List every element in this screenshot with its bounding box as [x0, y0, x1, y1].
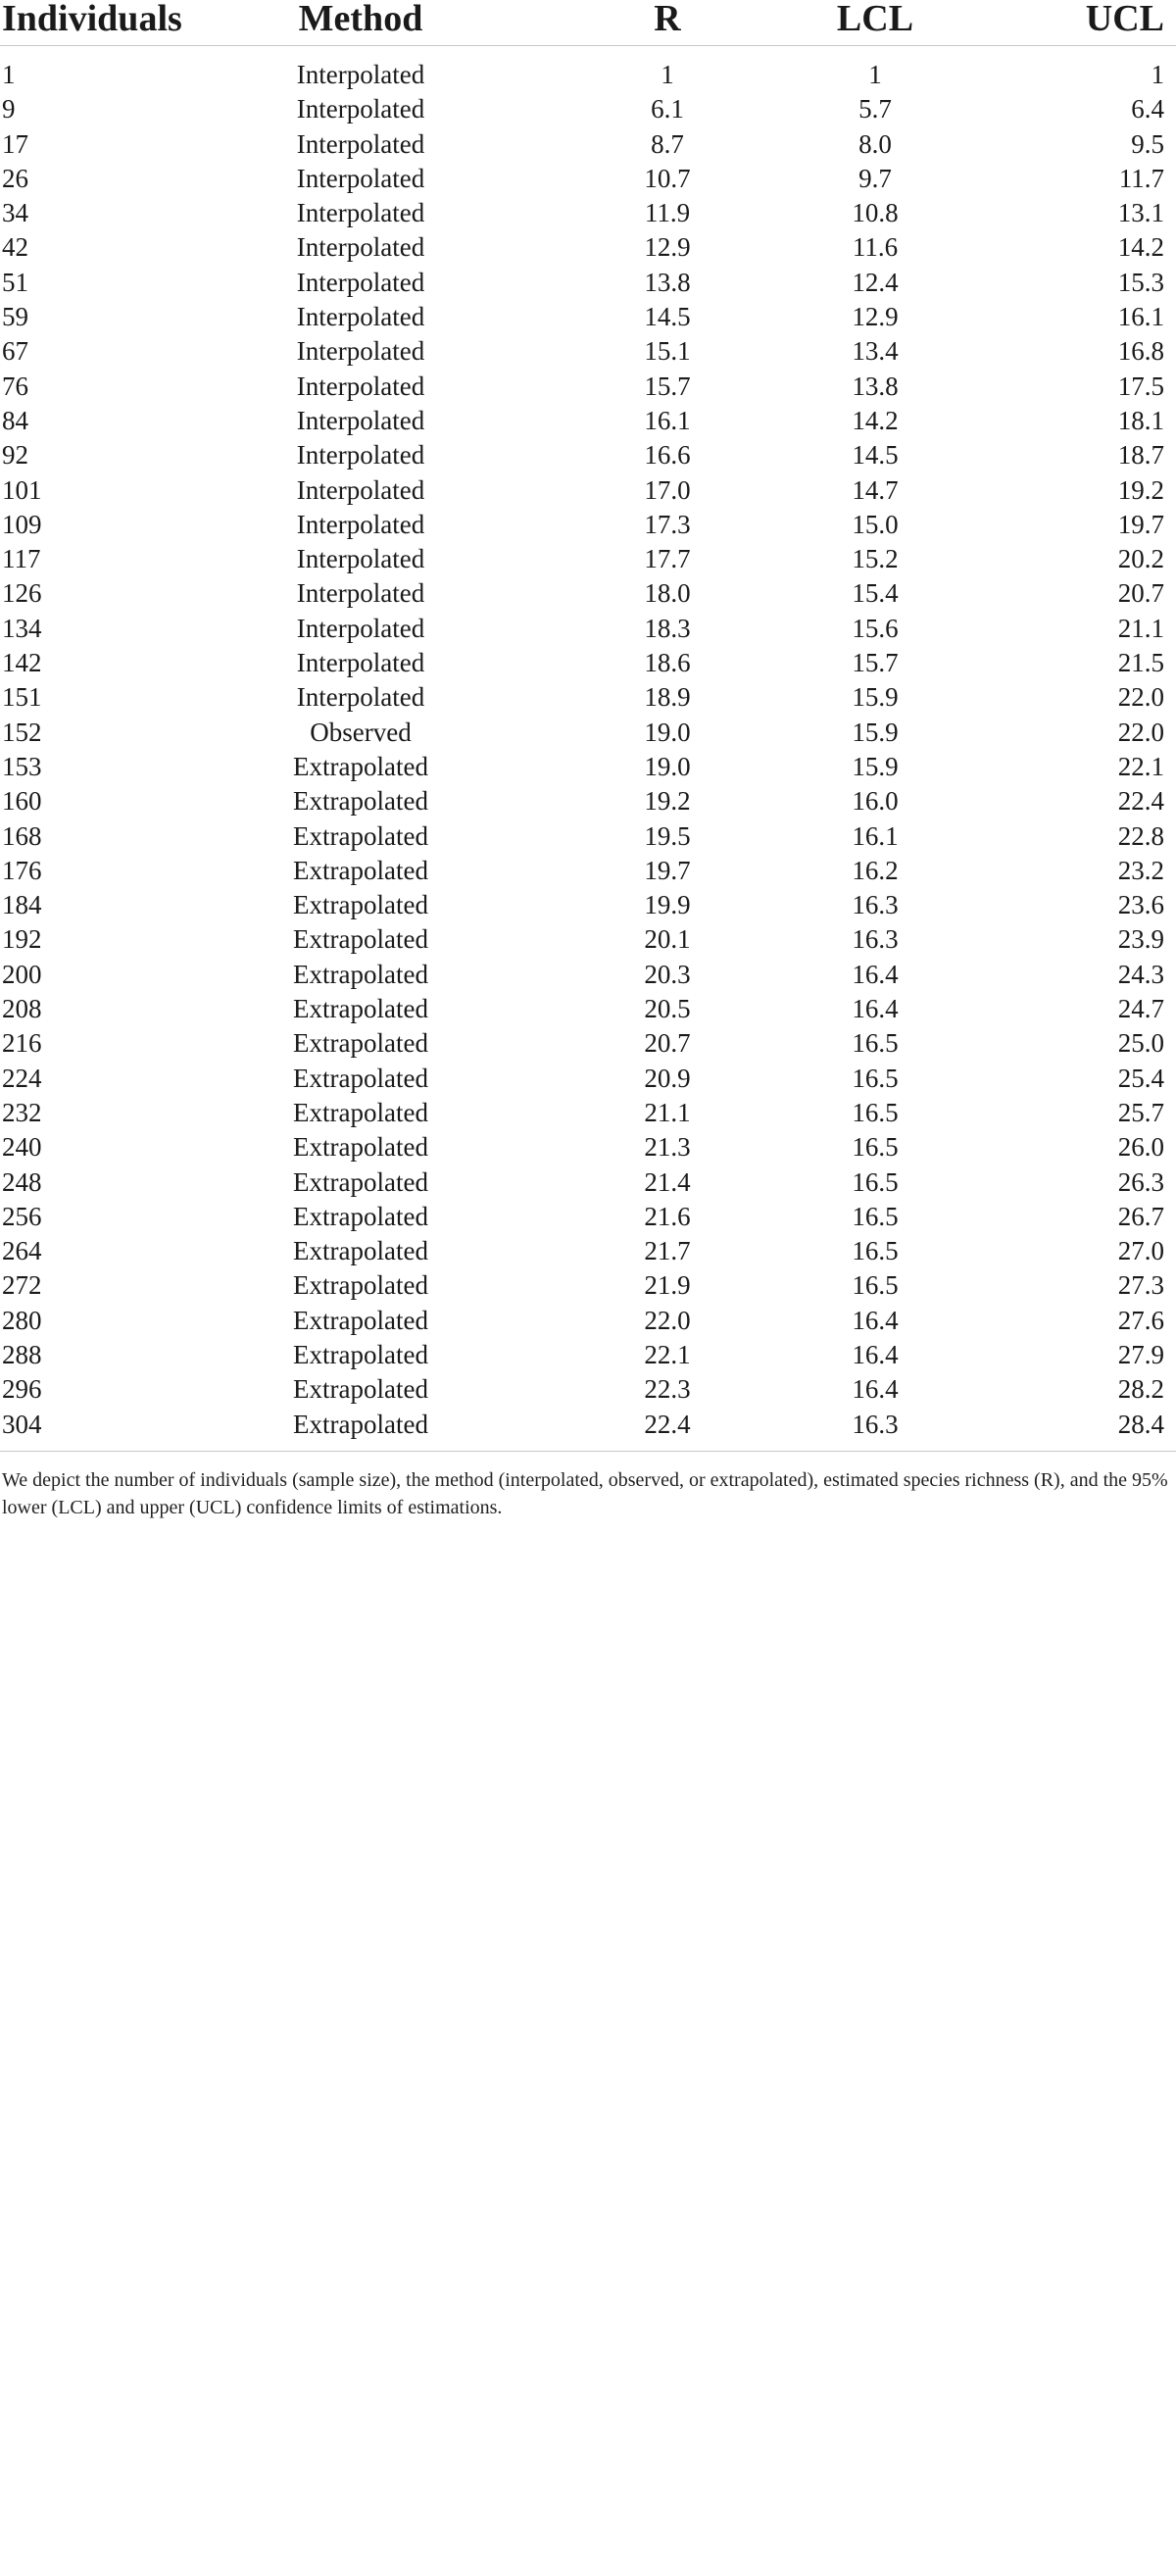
cell-lcl: 16.3 — [852, 890, 899, 920]
cell-r: 19.2 — [644, 786, 691, 817]
cell-r: 19.9 — [644, 890, 691, 920]
cell-lcl: 16.0 — [852, 786, 899, 817]
cell-method: Interpolated — [296, 128, 425, 159]
cell-ucl: 21.1 — [1117, 613, 1164, 643]
cell-ucl: 22.0 — [1117, 717, 1164, 747]
table-row — [0, 716, 1176, 750]
cell-lcl: 15.9 — [852, 717, 899, 747]
cell-method: Interpolated — [296, 474, 425, 505]
cell-r: 15.7 — [644, 371, 691, 401]
cell-r: 19.7 — [644, 855, 691, 885]
cell-r: 22.1 — [644, 1339, 691, 1369]
cell-lcl: 15.9 — [852, 751, 899, 781]
cell-method: Extrapolated — [293, 994, 428, 1024]
cell-individuals: 101 — [2, 474, 42, 505]
table-row — [0, 1408, 1176, 1442]
table-row — [0, 1165, 1176, 1200]
cell-method: Interpolated — [296, 60, 425, 89]
cell-ucl: 25.4 — [1117, 1063, 1164, 1093]
cell-ucl: 24.3 — [1117, 959, 1164, 989]
cell-method: Interpolated — [296, 371, 425, 401]
cell-ucl: 23.6 — [1117, 890, 1164, 920]
cell-lcl: 16.4 — [852, 1339, 899, 1369]
header-r: R — [525, 0, 745, 46]
cell-individuals: 192 — [2, 924, 42, 955]
cell-lcl: 15.9 — [852, 682, 899, 713]
cell-r: 18.3 — [644, 613, 691, 643]
cell-method: Extrapolated — [293, 1097, 428, 1127]
cell-method: Interpolated — [296, 578, 425, 609]
cell-method: Extrapolated — [293, 1339, 428, 1369]
cell-r: 20.7 — [644, 1028, 691, 1059]
cell-individuals: 208 — [2, 994, 42, 1024]
table-row — [0, 196, 1176, 230]
cell-ucl: 26.7 — [1117, 1201, 1164, 1231]
cell-individuals: 109 — [2, 509, 42, 539]
cell-lcl: 12.4 — [852, 267, 899, 297]
table-row — [0, 1304, 1176, 1338]
cell-method: Extrapolated — [293, 1166, 428, 1197]
cell-ucl: 11.7 — [1118, 163, 1164, 193]
cell-lcl: 16.3 — [852, 1409, 899, 1439]
cell-r: 13.8 — [644, 267, 691, 297]
cell-lcl: 14.5 — [852, 440, 899, 471]
cell-ucl: 28.2 — [1117, 1374, 1164, 1405]
cell-r: 11.9 — [644, 198, 691, 228]
cell-individuals: 200 — [2, 959, 42, 989]
cell-method: Interpolated — [296, 440, 425, 471]
cell-r: 6.1 — [651, 94, 684, 124]
table-row — [0, 680, 1176, 715]
cell-method: Extrapolated — [293, 959, 428, 989]
cell-ucl: 28.4 — [1117, 1409, 1164, 1439]
cell-r: 21.6 — [644, 1201, 691, 1231]
cell-r: 20.9 — [644, 1063, 691, 1093]
table-row — [0, 300, 1176, 334]
cell-individuals: 117 — [2, 544, 41, 574]
table-row — [0, 888, 1176, 922]
table-row — [0, 922, 1176, 957]
cell-individuals: 232 — [2, 1097, 42, 1127]
cell-individuals: 92 — [2, 440, 28, 471]
cell-ucl: 27.0 — [1117, 1236, 1164, 1266]
cell-ucl: 22.8 — [1117, 820, 1164, 851]
cell-r: 20.5 — [644, 994, 691, 1024]
cell-lcl: 16.2 — [852, 855, 899, 885]
cell-individuals: 256 — [2, 1201, 42, 1231]
cell-lcl: 15.4 — [852, 578, 899, 609]
cell-ucl: 20.7 — [1117, 578, 1164, 609]
table-row — [0, 854, 1176, 888]
cell-r: 22.3 — [644, 1374, 691, 1405]
cell-r: 21.1 — [644, 1097, 691, 1127]
cell-individuals: 176 — [2, 855, 42, 885]
table-row — [0, 1234, 1176, 1268]
table-row — [0, 508, 1176, 542]
table-row — [0, 576, 1176, 611]
cell-lcl: 16.5 — [852, 1028, 899, 1059]
cell-lcl: 12.9 — [852, 302, 899, 332]
table-row — [0, 1026, 1176, 1061]
cell-individuals: 59 — [2, 302, 28, 332]
cell-lcl: 13.8 — [852, 371, 899, 401]
table-row — [0, 334, 1176, 369]
table-row — [0, 404, 1176, 438]
cell-ucl: 6.4 — [1131, 94, 1164, 124]
cell-lcl: 16.5 — [852, 1097, 899, 1127]
cell-lcl: 16.5 — [852, 1063, 899, 1093]
cell-lcl: 8.0 — [858, 128, 892, 159]
cell-ucl: 25.7 — [1117, 1097, 1164, 1127]
table-row — [0, 612, 1176, 646]
cell-individuals: 160 — [2, 786, 42, 817]
cell-ucl: 26.3 — [1117, 1166, 1164, 1197]
cell-ucl: 18.1 — [1117, 405, 1164, 435]
cell-r: 18.0 — [644, 578, 691, 609]
cell-ucl: 16.8 — [1117, 336, 1164, 367]
table-row — [0, 1130, 1176, 1164]
cell-ucl: 22.0 — [1117, 682, 1164, 713]
cell-r: 1 — [661, 60, 674, 89]
cell-individuals: 1 — [2, 60, 16, 89]
table-row — [0, 1096, 1176, 1130]
table-header — [0, 0, 1176, 46]
cell-ucl: 15.3 — [1117, 267, 1164, 297]
cell-lcl: 16.5 — [852, 1270, 899, 1301]
cell-lcl: 15.0 — [852, 509, 899, 539]
table-row — [0, 1268, 1176, 1303]
table-row — [0, 819, 1176, 854]
cell-method: Extrapolated — [293, 1132, 428, 1163]
cell-r: 15.1 — [644, 336, 691, 367]
table-row — [0, 438, 1176, 472]
cell-ucl: 25.0 — [1117, 1028, 1164, 1059]
cell-r: 10.7 — [644, 163, 691, 193]
cell-individuals: 42 — [2, 232, 28, 263]
cell-ucl: 13.1 — [1117, 198, 1164, 228]
cell-r: 12.9 — [644, 232, 691, 263]
cell-lcl: 15.7 — [852, 648, 899, 678]
cell-individuals: 51 — [2, 267, 28, 297]
header-lcl: LCL — [745, 0, 970, 46]
footer-divider — [0, 1451, 1176, 1452]
cell-individuals: 184 — [2, 890, 42, 920]
table-row — [0, 230, 1176, 265]
cell-individuals: 84 — [2, 405, 28, 435]
table-row — [0, 750, 1176, 784]
cell-method: Interpolated — [296, 94, 425, 124]
cell-lcl: 14.7 — [852, 474, 899, 505]
cell-method: Extrapolated — [293, 1063, 428, 1093]
cell-lcl: 15.6 — [852, 613, 899, 643]
cell-ucl: 26.0 — [1117, 1132, 1164, 1163]
cell-method: Interpolated — [296, 267, 425, 297]
cell-method: Extrapolated — [293, 1201, 428, 1231]
cell-r: 17.3 — [644, 509, 691, 539]
cell-individuals: 264 — [2, 1236, 42, 1266]
table-row — [0, 1200, 1176, 1234]
cell-individuals: 296 — [2, 1374, 42, 1405]
cell-individuals: 272 — [2, 1270, 42, 1301]
cell-r: 22.4 — [644, 1409, 691, 1439]
cell-method: Extrapolated — [293, 1305, 428, 1335]
cell-r: 21.3 — [644, 1132, 691, 1163]
cell-r: 16.6 — [644, 440, 691, 471]
cell-lcl: 16.3 — [852, 924, 899, 955]
cell-method: Observed — [310, 717, 412, 747]
cell-method: Interpolated — [296, 232, 425, 263]
cell-method: Extrapolated — [293, 820, 428, 851]
cell-individuals: 26 — [2, 163, 28, 193]
cell-r: 14.5 — [644, 302, 691, 332]
cell-ucl: 22.1 — [1117, 751, 1164, 781]
table-row — [0, 992, 1176, 1026]
cell-ucl: 9.5 — [1131, 128, 1164, 159]
cell-individuals: 76 — [2, 371, 28, 401]
table-row — [0, 127, 1176, 162]
cell-r: 16.1 — [644, 405, 691, 435]
cell-individuals: 34 — [2, 198, 28, 228]
table-row — [0, 542, 1176, 576]
cell-individuals: 304 — [2, 1409, 42, 1439]
table-row — [0, 1062, 1176, 1096]
cell-ucl: 14.2 — [1117, 232, 1164, 263]
cell-individuals: 152 — [2, 717, 42, 747]
cell-ucl: 1 — [1151, 60, 1164, 89]
table-row — [0, 1338, 1176, 1372]
cell-individuals: 248 — [2, 1166, 42, 1197]
cell-individuals: 153 — [2, 751, 42, 781]
cell-method: Extrapolated — [293, 1236, 428, 1266]
cell-method: Interpolated — [296, 613, 425, 643]
cell-r: 20.3 — [644, 959, 691, 989]
table-body — [0, 46, 1176, 1442]
cell-individuals: 240 — [2, 1132, 42, 1163]
cell-method: Interpolated — [296, 648, 425, 678]
table-row — [0, 1372, 1176, 1407]
table-row — [0, 162, 1176, 196]
cell-ucl: 16.1 — [1117, 302, 1164, 332]
cell-ucl: 23.2 — [1117, 855, 1164, 885]
cell-ucl: 27.6 — [1117, 1305, 1164, 1335]
cell-lcl: 16.5 — [852, 1166, 899, 1197]
cell-method: Interpolated — [296, 509, 425, 539]
cell-lcl: 11.6 — [852, 232, 899, 263]
cell-r: 8.7 — [651, 128, 684, 159]
table-footnote: We depict the number of individuals (sample size), the method (interpolated, observed, or extrapolated), estimated species richness (R), and the 95% lower (LCL) and upper (UCL) confidence limits of estimations. — [2, 1469, 1168, 1518]
header-individuals: Individuals — [0, 0, 196, 46]
cell-ucl: 24.7 — [1117, 994, 1164, 1024]
cell-r: 21.7 — [644, 1236, 691, 1266]
cell-method: Extrapolated — [293, 1374, 428, 1405]
cell-ucl: 20.2 — [1117, 544, 1164, 574]
cell-method: Extrapolated — [293, 1270, 428, 1301]
cell-r: 20.1 — [644, 924, 691, 955]
cell-lcl: 16.4 — [852, 1374, 899, 1405]
cell-r: 21.4 — [644, 1166, 691, 1197]
cell-individuals: 224 — [2, 1063, 42, 1093]
cell-ucl: 27.3 — [1117, 1270, 1164, 1301]
table-row — [0, 784, 1176, 818]
cell-ucl: 19.2 — [1117, 474, 1164, 505]
cell-method: Interpolated — [296, 302, 425, 332]
cell-ucl: 23.9 — [1117, 924, 1164, 955]
cell-r: 19.0 — [644, 717, 691, 747]
cell-r: 19.5 — [644, 820, 691, 851]
cell-method: Extrapolated — [293, 786, 428, 817]
cell-individuals: 126 — [2, 578, 42, 609]
cell-individuals: 216 — [2, 1028, 42, 1059]
cell-individuals: 280 — [2, 1305, 42, 1335]
cell-r: 17.7 — [644, 544, 691, 574]
table-row — [0, 370, 1176, 404]
cell-method: Extrapolated — [293, 890, 428, 920]
cell-individuals: 168 — [2, 820, 42, 851]
table-row — [0, 958, 1176, 992]
header-row — [0, 0, 1176, 46]
cell-lcl: 13.4 — [852, 336, 899, 367]
cell-lcl: 14.2 — [852, 405, 899, 435]
cell-lcl: 16.4 — [852, 994, 899, 1024]
cell-method: Interpolated — [296, 198, 425, 228]
cell-individuals: 17 — [2, 128, 28, 159]
cell-lcl: 5.7 — [858, 94, 892, 124]
cell-method: Extrapolated — [293, 751, 428, 781]
cell-lcl: 1 — [868, 60, 882, 89]
cell-lcl: 16.5 — [852, 1201, 899, 1231]
cell-r: 21.9 — [644, 1270, 691, 1301]
cell-individuals: 288 — [2, 1339, 42, 1369]
cell-r: 18.9 — [644, 682, 691, 713]
cell-lcl: 10.8 — [852, 198, 899, 228]
cell-ucl: 27.9 — [1117, 1339, 1164, 1369]
cell-r: 19.0 — [644, 751, 691, 781]
table-row — [0, 473, 1176, 508]
cell-method: Extrapolated — [293, 855, 428, 885]
table-row — [0, 646, 1176, 680]
cell-method: Interpolated — [296, 163, 425, 193]
table-row — [0, 46, 1176, 93]
cell-r: 22.0 — [644, 1305, 691, 1335]
cell-individuals: 134 — [2, 613, 42, 643]
cell-r: 18.6 — [644, 648, 691, 678]
header-method: Method — [196, 0, 525, 46]
cell-individuals: 142 — [2, 648, 42, 678]
cell-lcl: 16.1 — [852, 820, 899, 851]
cell-lcl: 16.5 — [852, 1236, 899, 1266]
cell-method: Interpolated — [296, 544, 425, 574]
table-row — [0, 266, 1176, 300]
cell-ucl: 22.4 — [1117, 786, 1164, 817]
cell-ucl: 18.7 — [1117, 440, 1164, 471]
table-row — [0, 92, 1176, 126]
cell-method: Interpolated — [296, 682, 425, 713]
cell-individuals: 151 — [2, 682, 42, 713]
cell-ucl: 21.5 — [1117, 648, 1164, 678]
cell-method: Interpolated — [296, 336, 425, 367]
cell-r: 17.0 — [644, 474, 691, 505]
cell-lcl: 9.7 — [858, 163, 892, 193]
cell-ucl: 17.5 — [1117, 371, 1164, 401]
cell-lcl: 15.2 — [852, 544, 899, 574]
cell-method: Extrapolated — [293, 924, 428, 955]
cell-lcl: 16.4 — [852, 959, 899, 989]
cell-method: Extrapolated — [293, 1409, 428, 1439]
cell-method: Interpolated — [296, 405, 425, 435]
cell-ucl: 19.7 — [1117, 509, 1164, 539]
cell-individuals: 67 — [2, 336, 28, 367]
header-ucl: UCL — [970, 0, 1176, 46]
cell-lcl: 16.4 — [852, 1305, 899, 1335]
cell-individuals: 9 — [2, 94, 16, 124]
cell-method: Extrapolated — [293, 1028, 428, 1059]
cell-lcl: 16.5 — [852, 1132, 899, 1163]
